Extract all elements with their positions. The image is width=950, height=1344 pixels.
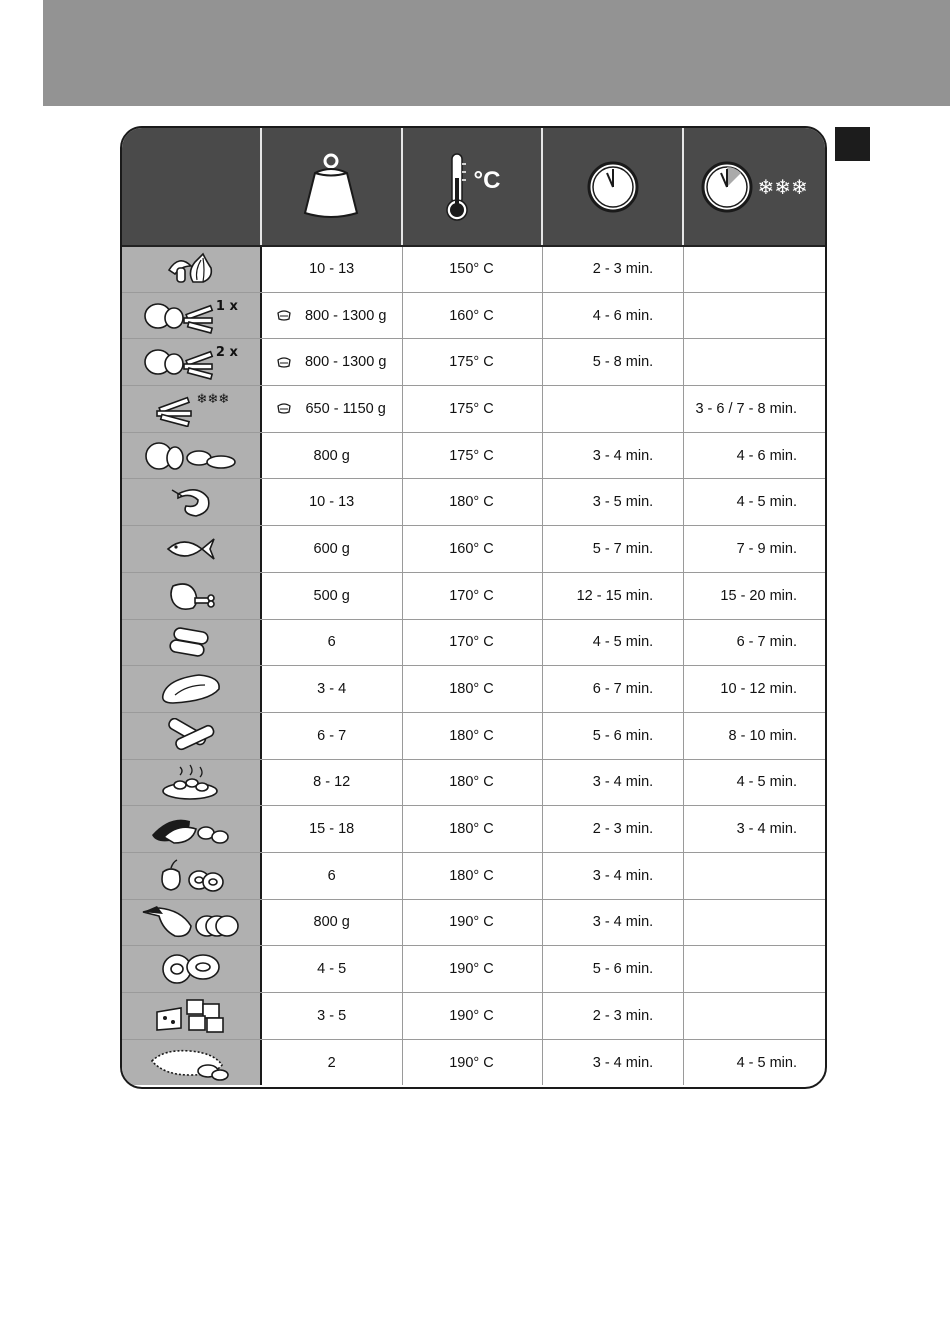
temperature-cell [403, 666, 544, 712]
temperature-value: 175° C [449, 354, 494, 371]
croquettes-icon [168, 624, 214, 660]
clock-frozen-icon [701, 161, 753, 213]
time-cell [543, 1040, 684, 1086]
schnitzel-icon [159, 671, 223, 707]
thermometer-icon [444, 152, 470, 222]
frozen-time-value: 3 - 6 / 7 - 8 min. [695, 400, 797, 417]
time-value: 5 - 8 min. [592, 354, 654, 371]
quantity-value: 800 - 1300 g [304, 354, 387, 371]
table-row [122, 712, 825, 759]
temperature-cell [403, 900, 544, 946]
quantity-value: 15 - 18 [309, 821, 355, 838]
potato-fries-icon [144, 344, 214, 380]
temperature-value: 175° C [449, 447, 494, 464]
mussels-icon [150, 811, 232, 847]
time-cell [543, 573, 684, 619]
quantity-cell [262, 247, 403, 292]
quantity-value: 8 - 12 [313, 774, 351, 791]
time-cell [543, 900, 684, 946]
frozen-time-cell [684, 479, 825, 525]
header-food [122, 128, 262, 245]
frozen-time-value: 4 - 5 min. [736, 774, 797, 791]
quantity-cell [262, 900, 403, 946]
header-band [43, 0, 950, 106]
food-cell [122, 853, 262, 899]
time-cell [543, 713, 684, 759]
temperature-value: 175° C [449, 400, 494, 417]
temperature-value: 190° C [449, 1007, 494, 1024]
time-cell [543, 853, 684, 899]
frozen-time-cell [684, 339, 825, 385]
header-time [543, 128, 684, 245]
quantity-value: 10 - 13 [309, 261, 355, 278]
food-cell [122, 900, 262, 946]
frozen-time-cell [684, 247, 825, 292]
temperature-value: 170° C [449, 634, 494, 651]
frozen-time-cell [684, 526, 825, 572]
table-row [122, 385, 825, 432]
time-cell [543, 620, 684, 666]
food-cell [122, 666, 262, 712]
quantity-value: 600 g [313, 540, 350, 557]
breaded-fish-icon [150, 1045, 232, 1081]
time-value: 5 - 6 min. [592, 961, 654, 978]
temperature-cell [403, 526, 544, 572]
time-value: 4 - 5 min. [592, 634, 654, 651]
temperature-cell [403, 433, 544, 479]
quantity-cell [262, 993, 403, 1039]
table-body [122, 245, 825, 1085]
frozen-time-value: 4 - 5 min. [736, 1054, 797, 1071]
time-cell [543, 479, 684, 525]
table-row [122, 292, 825, 339]
frozen-time-value: 15 - 20 min. [720, 587, 797, 604]
time-value: 2 - 3 min. [592, 821, 654, 838]
shrimp-icon [168, 484, 214, 520]
time-value: 3 - 4 min. [592, 1054, 654, 1071]
time-value: 5 - 7 min. [592, 540, 654, 557]
quantity-value: 500 g [313, 587, 350, 604]
frozen-time-cell [684, 946, 825, 992]
table-row [122, 899, 825, 946]
time-cell [543, 806, 684, 852]
food-cell [122, 1040, 262, 1086]
header-frozen-time [684, 128, 825, 245]
frozen-time-cell [684, 620, 825, 666]
time-value: 3 - 4 min. [592, 914, 654, 931]
time-cell [543, 526, 684, 572]
basket-icon [277, 403, 291, 414]
potato-slices-icon [145, 438, 237, 474]
temperature-value: 180° C [449, 774, 494, 791]
quantity-value: 10 - 13 [309, 494, 355, 511]
table-row [122, 478, 825, 525]
table-header [122, 128, 825, 245]
apple-rings-icon [157, 858, 225, 894]
quantity-value: 3 - 5 [317, 1007, 347, 1024]
section-tab-marker [835, 127, 870, 161]
time-value: 6 - 7 min. [592, 681, 654, 698]
basket-icon [277, 357, 291, 368]
time-value: 3 - 5 min. [592, 494, 654, 511]
frozen-time-value: 6 - 7 min. [736, 634, 797, 651]
time-value: 3 - 4 min. [592, 447, 654, 464]
quantity-cell [262, 573, 403, 619]
quantity-cell [262, 806, 403, 852]
frozen-time-cell [684, 806, 825, 852]
spring-rolls-icon [163, 718, 219, 754]
food-cell [122, 620, 262, 666]
quantity-cell [262, 946, 403, 992]
table-row [122, 338, 825, 385]
quantity-value: 800 - 1300 g [304, 307, 387, 324]
table-row [122, 245, 825, 292]
quantity-cell [262, 853, 403, 899]
temperature-value: 180° C [449, 821, 494, 838]
time-cell [543, 339, 684, 385]
frozen-time-cell [684, 386, 825, 432]
food-variant-label: 2 x [215, 345, 238, 361]
frozen-fries-icon [153, 391, 195, 427]
temperature-value: 190° C [449, 914, 494, 931]
temperature-cell [403, 386, 544, 432]
time-cell [543, 760, 684, 806]
temperature-cell [403, 247, 544, 292]
quantity-cell [262, 666, 403, 712]
frozen-time-cell [684, 573, 825, 619]
clock-icon [587, 161, 639, 213]
food-cell [122, 946, 262, 992]
time-cell [543, 993, 684, 1039]
mushroom-onion-icon [167, 252, 215, 286]
table-row [122, 665, 825, 712]
time-cell [543, 946, 684, 992]
food-cell [122, 993, 262, 1039]
quantity-cell [262, 293, 403, 339]
temperature-cell [403, 479, 544, 525]
frozen-time-cell [684, 993, 825, 1039]
temperature-value: 180° C [449, 867, 494, 884]
header-quantity [262, 128, 403, 245]
temperature-cell [403, 620, 544, 666]
food-cell [122, 293, 262, 339]
quantity-value: 800 g [313, 914, 350, 931]
fish-icon [164, 531, 218, 567]
temperature-value: 180° C [449, 681, 494, 698]
food-cell [122, 806, 262, 852]
time-cell [543, 666, 684, 712]
quantity-value: 4 - 5 [317, 961, 347, 978]
frozen-time-value: 4 - 6 min. [736, 447, 797, 464]
frozen-time-cell [684, 293, 825, 339]
time-value: 2 - 3 min. [592, 1007, 654, 1024]
quantity-cell [262, 479, 403, 525]
time-cell [543, 247, 684, 292]
time-value: 5 - 6 min. [592, 727, 654, 744]
temperature-value: 180° C [449, 494, 494, 511]
table-row [122, 525, 825, 572]
food-variant-label: ❄❄❄ [196, 392, 230, 408]
quantity-cell [262, 620, 403, 666]
celsius-unit: °C [473, 166, 501, 194]
time-cell [543, 293, 684, 339]
quantity-value: 6 [327, 867, 336, 884]
frozen-time-cell [684, 713, 825, 759]
temperature-cell [403, 946, 544, 992]
frozen-time-cell [684, 433, 825, 479]
temperature-cell [403, 993, 544, 1039]
time-cell [543, 386, 684, 432]
cooking-table [120, 126, 827, 1089]
eggplant-icon [141, 904, 241, 940]
frozen-time-value: 7 - 9 min. [736, 540, 797, 557]
food-cell [122, 479, 262, 525]
quantity-cell [262, 713, 403, 759]
food-cell [122, 247, 262, 292]
quantity-value: 6 [327, 634, 336, 651]
time-value: 2 - 3 min. [592, 261, 654, 278]
quantity-value: 800 g [313, 447, 350, 464]
time-value: 4 - 6 min. [592, 307, 654, 324]
frozen-time-cell [684, 900, 825, 946]
temperature-value: 170° C [449, 587, 494, 604]
food-cell [122, 386, 262, 432]
food-cell [122, 339, 262, 385]
temperature-value: 180° C [449, 727, 494, 744]
table-row [122, 572, 825, 619]
temperature-cell [403, 1040, 544, 1086]
table-row [122, 759, 825, 806]
basket-icon [277, 310, 291, 321]
food-cell [122, 433, 262, 479]
time-value: 3 - 4 min. [592, 867, 654, 884]
quantity-cell [262, 386, 403, 432]
frozen-time-cell [684, 1040, 825, 1086]
frozen-time-cell [684, 666, 825, 712]
table-row [122, 852, 825, 899]
quantity-value: 2 [327, 1054, 336, 1071]
food-cell [122, 760, 262, 806]
frozen-time-value: 8 - 10 min. [728, 727, 797, 744]
table-row [122, 1039, 825, 1086]
time-cell [543, 433, 684, 479]
table-row [122, 992, 825, 1039]
time-value: 12 - 15 min. [576, 587, 654, 604]
frozen-time-value: 4 - 5 min. [736, 494, 797, 511]
temperature-value: 160° C [449, 540, 494, 557]
food-variant-label: 1 x [215, 298, 238, 314]
temperature-value: 190° C [449, 1054, 494, 1071]
food-cell [122, 526, 262, 572]
food-cell [122, 573, 262, 619]
frozen-time-cell [684, 853, 825, 899]
table-row [122, 619, 825, 666]
temperature-cell [403, 339, 544, 385]
quantity-cell [262, 339, 403, 385]
frozen-symbol: ❄❄❄ [757, 174, 808, 199]
table-row [122, 805, 825, 852]
time-value: 3 - 4 min. [592, 774, 654, 791]
weight-icon [301, 151, 361, 223]
food-cell [122, 713, 262, 759]
table-row [122, 432, 825, 479]
cheese-cubes-icon [155, 998, 227, 1034]
nuggets-plate-icon [162, 763, 220, 801]
chicken-leg-icon [165, 578, 217, 614]
quantity-cell [262, 433, 403, 479]
frozen-time-cell [684, 760, 825, 806]
quantity-value: 650 - 1150 g [305, 400, 386, 417]
potato-fries-icon [144, 298, 214, 334]
temperature-cell [403, 760, 544, 806]
quantity-cell [262, 1040, 403, 1086]
temperature-value: 150° C [449, 261, 494, 278]
frozen-time-value: 10 - 12 min. [720, 681, 797, 698]
quantity-cell [262, 760, 403, 806]
temperature-cell [403, 573, 544, 619]
temperature-cell [403, 806, 544, 852]
temperature-cell [403, 713, 544, 759]
quantity-value: 6 - 7 [317, 727, 347, 744]
frozen-time-value: 3 - 4 min. [736, 821, 797, 838]
quantity-value: 3 - 4 [317, 681, 347, 698]
table-row [122, 945, 825, 992]
header-temperature [403, 128, 544, 245]
temperature-value: 190° C [449, 961, 494, 978]
quantity-cell [262, 526, 403, 572]
temperature-cell [403, 293, 544, 339]
temperature-cell [403, 853, 544, 899]
onion-rings-icon [161, 951, 221, 987]
temperature-value: 160° C [449, 307, 494, 324]
